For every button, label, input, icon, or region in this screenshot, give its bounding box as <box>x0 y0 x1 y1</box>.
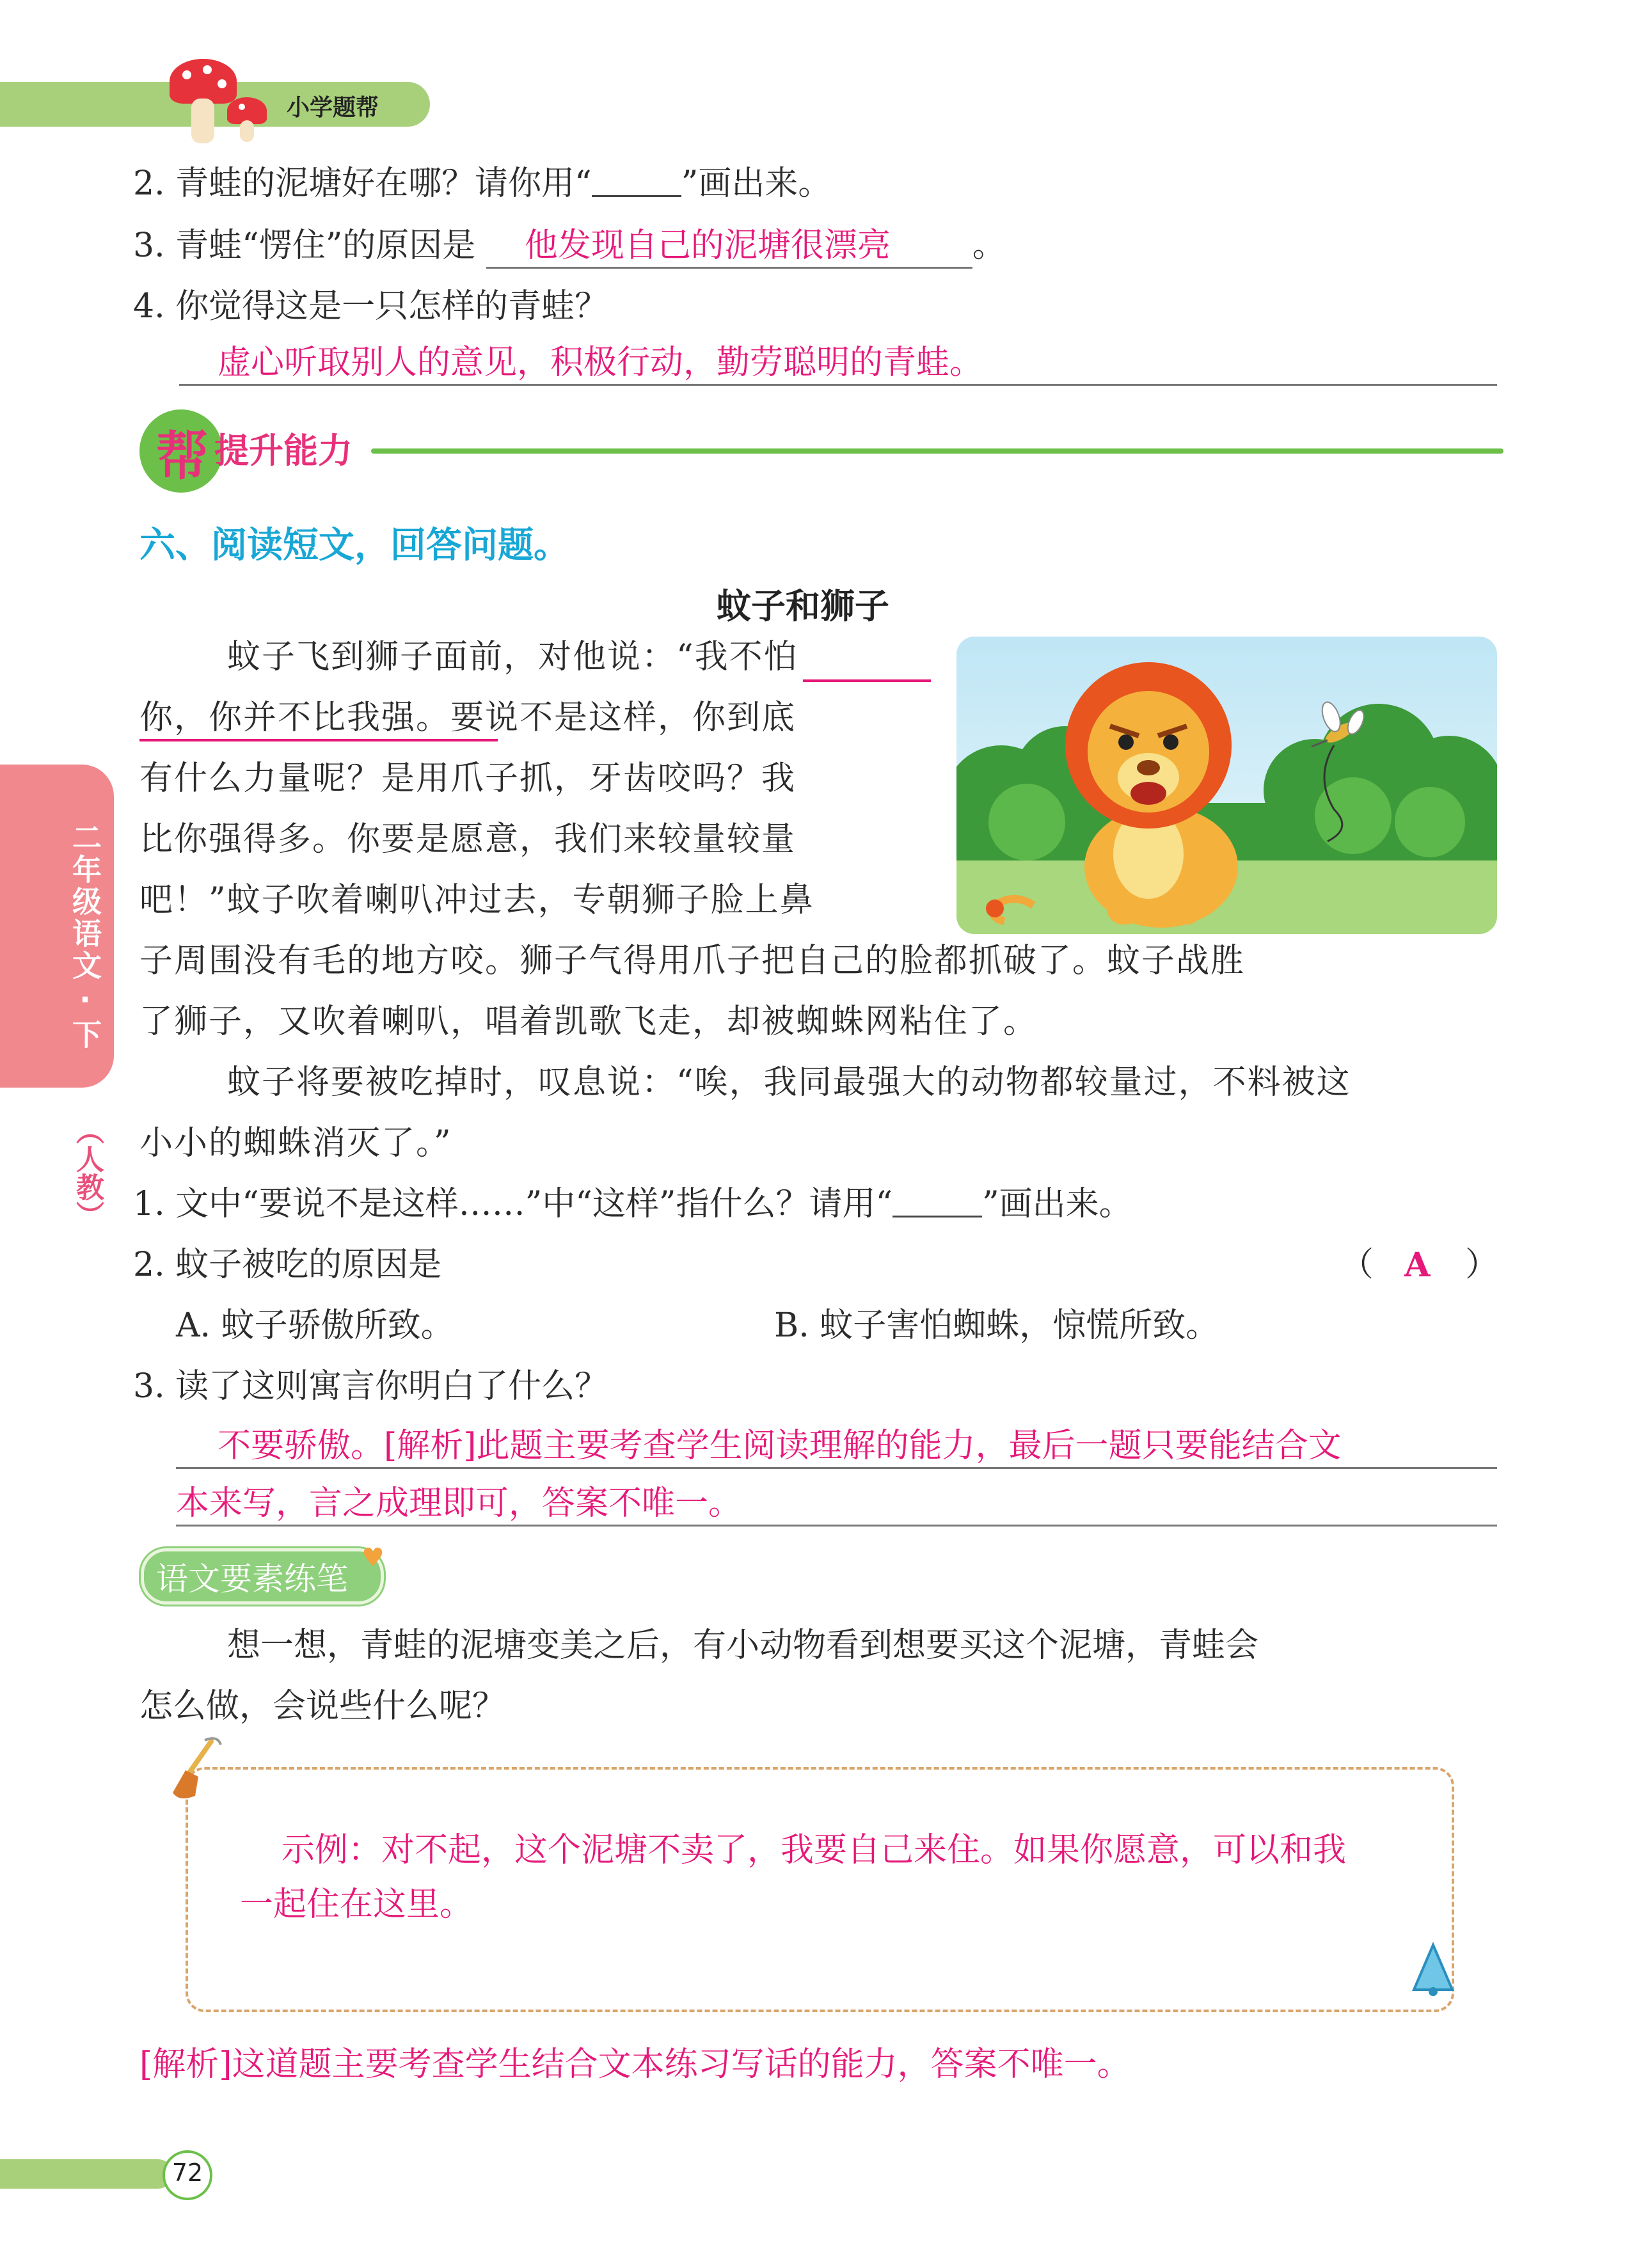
reading-question-3: 3. 读了这则寓言你明白了什么？ <box>133 1367 608 1406</box>
question-2 <box>133 163 831 205</box>
blank-line <box>592 189 681 197</box>
reading-question-2-answer: A <box>1404 1246 1431 1285</box>
story-line-7: 了狮子，又吹着喇叭，唱着凯歌飞走，却被蜘蛛网粘住了。 <box>139 1003 1038 1041</box>
section-badge-char: 帮 <box>156 426 209 487</box>
story-line-6: 子周围没有毛的地方咬。狮子气得用爪子把自己的脸都抓破了。蚊子战胜 <box>139 942 1246 980</box>
story-underline <box>803 679 931 682</box>
lion-illustration <box>956 637 1497 934</box>
reading-question-3-answer-1: 不要骄傲。[解析]此题主要考查学生阅读理解的能力，最后一题只要能结合文 <box>176 1425 1497 1469</box>
practice-answer-1: 示例：对不起，这个泥塘不卖了，我要自己来住。如果你愿意，可以和我 <box>282 1831 1347 1869</box>
story-underline-2 <box>139 739 498 741</box>
question-2-text-end: ”画出来。 <box>681 164 832 203</box>
answer-paren-close: ） <box>1465 1246 1499 1284</box>
story-line-1: 蚊子飞到狮子面前，对他说：“我不怕 <box>227 638 798 676</box>
page-number: 72 <box>171 2159 203 2187</box>
story-line-3: 有什么力量呢？是用爪子抓，牙齿咬吗？我 <box>139 759 797 798</box>
story-line-5: 吧！”蚊子吹着喇叭冲过去，专朝狮子脸上鼻 <box>139 881 814 919</box>
side-tab-grade: 二年级语文·下 <box>68 822 102 1051</box>
broom-icon <box>160 1735 224 1808</box>
reading-question-3-answer-2: 本来写，言之成理即可，答案不唯一。 <box>176 1483 1497 1527</box>
question-3-end: 。 <box>972 226 1006 265</box>
bell-icon <box>1404 1942 1462 2002</box>
heart-icon: ♥ <box>361 1543 385 1573</box>
question-3-text: 3. 青蛙“愣住”的原因是 <box>133 226 476 265</box>
footer-band <box>0 2159 173 2189</box>
reading-heading: 六、阅读短文，回答问题。 <box>139 525 569 566</box>
question-4-answer: 虚心听取别人的意见，积极行动，勤劳聪明的青蛙。 <box>179 342 1497 386</box>
practice-tag-label: 语文要素练笔 <box>156 1560 348 1598</box>
mushroom-icon <box>163 59 278 145</box>
reading-question-2: 2. 蚊子被吃的原因是 <box>133 1246 442 1284</box>
reading-question-1: 1. 文中“要说不是这样……”中“这样”指什么？请用“ ”画出来。 <box>133 1185 1132 1223</box>
section-title: 提升能力 <box>214 431 353 471</box>
question-3 <box>133 225 1006 269</box>
header-title: 小学题帮 <box>287 95 379 121</box>
practice-prompt-1: 想一想，青蛙的泥塘变美之后，有小动物看到想要买这个泥塘，青蛙会 <box>227 1626 1259 1665</box>
story-line-2: 你，你并不比我强。要说不是这样，你到底 <box>139 699 797 737</box>
story-line-8: 蚊子将要被吃掉时，叹息说：“唉，我同最强大的动物都较量过，不料被这 <box>227 1063 1351 1102</box>
story-title: 蚊子和狮子 <box>717 586 889 626</box>
option-b: B. 蚊子害怕蜘蛛，惊慌所致。 <box>774 1306 1219 1345</box>
option-a: A. 蚊子骄傲所致。 <box>176 1306 454 1345</box>
answer-paren-open: （ <box>1340 1246 1374 1284</box>
section-rule <box>371 448 1503 454</box>
practice-answer-2: 一起住在这里。 <box>240 1885 473 1924</box>
practice-prompt-2: 怎么做，会说些什么呢？ <box>139 1687 506 1725</box>
question-2-text: 2. 青蛙的泥塘好在哪？请你用“ <box>133 164 592 203</box>
side-tab-publisher: （人教） <box>71 1116 104 1229</box>
question-3-answer: 他发现自己的泥塘很漂亮 <box>486 225 972 269</box>
practice-analysis: [解析]这道题主要考查学生结合文本练习写话的能力，答案不唯一。 <box>139 2045 1130 2084</box>
story-line-9: 小小的蜘蛛消灭了。” <box>139 1124 452 1162</box>
story-line-4: 比你强得多。你要是愿意，我们来较量较量 <box>139 820 797 859</box>
question-4: 4. 你觉得这是一只怎样的青蛙？ <box>133 287 608 326</box>
